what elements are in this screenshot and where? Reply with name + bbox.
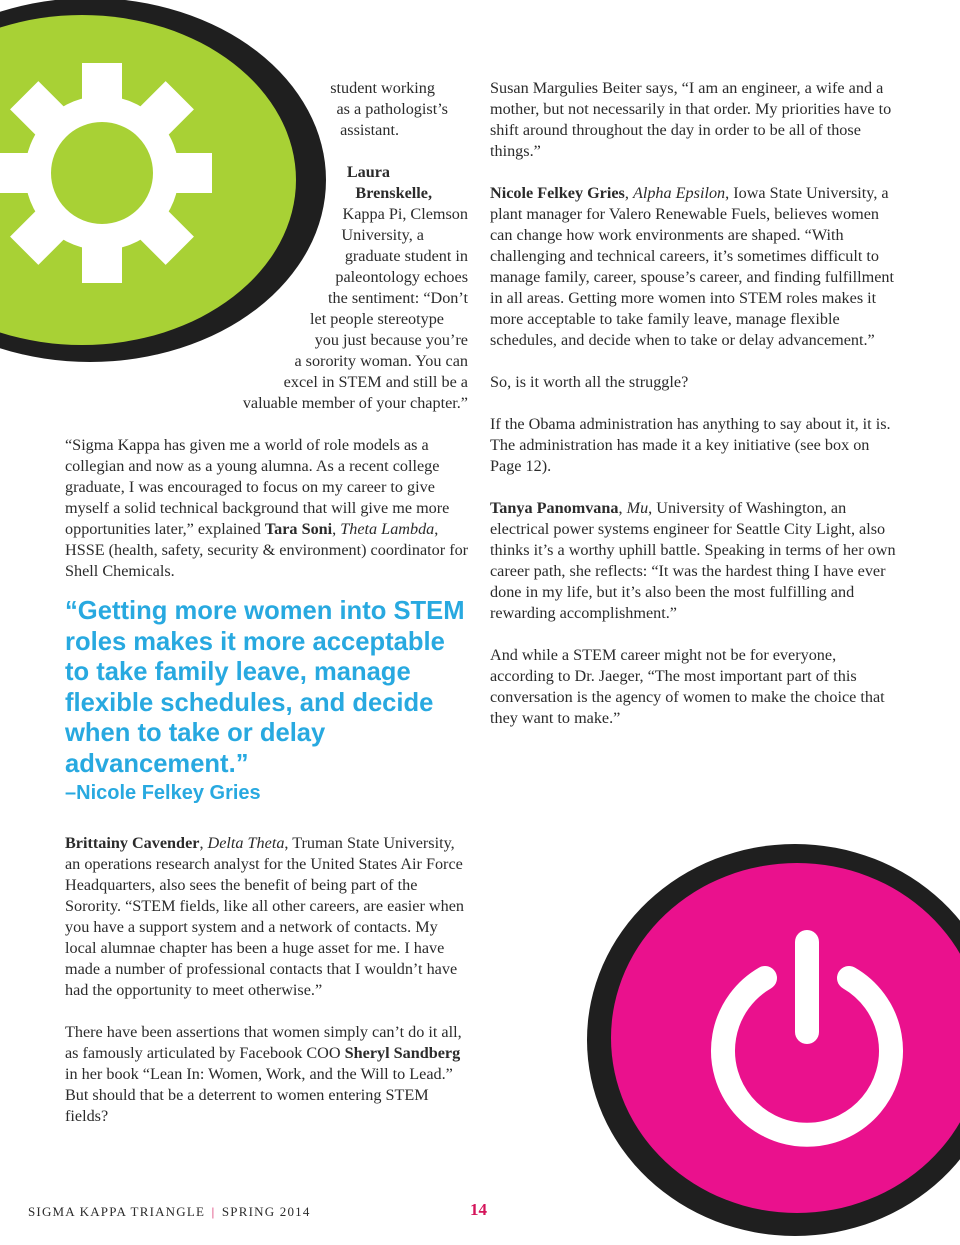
paragraph-struggle: So, is it worth all the struggle? [490, 373, 689, 391]
paragraph-cavender: Brittainy Cavender, Delta Theta, Truman State University, an operations research analyst for the United States Air Force Headquarters, also sees the benefit of being part of the Sorority. “STEM fields, like all other careers, are easier when you have a support system and a network of contacts. My local alumnae chapter has been a huge asset for me. I have made a number of professional contacts that I wouldn’t have had the opportunity to meet otherwise.” [65, 834, 464, 999]
paragraph-sandberg [65, 1022, 470, 1127]
name-sheryl-sandberg: Sheryl Sandberg [344, 1044, 461, 1062]
text-line: valuable member of your chapter.” [242, 394, 468, 412]
text-line: graduate student in [344, 247, 468, 265]
chapter-delta-theta: Delta Theta [207, 834, 285, 852]
text-span: in her book “Lean In: Women, Work, and the Will to Lead.” But should that be a deterrent to women entering STEM fields? [65, 1065, 453, 1125]
text-span: There have been assertions that women simply can’t do it all, as famously articulated by Facebook COO [65, 1023, 462, 1062]
power-circle-graphic [585, 840, 960, 1240]
paragraph-gries: Nicole Felkey Gries, Alpha Epsilon, Iowa State University, a plant manager for Valero Renewable Fuels, believes women can change how work environments are shaped. “With challenging and technical careers, it’s sometimes difficult to manage family, career, spouse’s career, and finding fulfillment in all areas. Getting more women into STEM roles makes it more acceptable to take family leave, manage flexible schedules, and decide when to take or delay advancement.” [490, 184, 894, 349]
text-line: the sentiment: “Don’t [328, 289, 468, 307]
paragraph-panomvana: Tanya Panomvana, Mu, University of Washington, an electrical power systems engineer for Seattle City Light, also thinks it’s a worthy uphill battle. Speaking in terms of her own career path, she reflects: “It was the hardest thing I have ever done in my life, but it’s also been the most fulfilling and rewarding accomplishment.” [490, 499, 896, 622]
right-column [490, 78, 902, 729]
text-line: you just because you’re [314, 331, 468, 349]
name-laura: Laura [346, 163, 390, 181]
name-brittainy-cavender: Brittainy Cavender [65, 834, 200, 852]
name-brenskelle: Brenskelle, [355, 184, 432, 202]
footer-issue: SPRING 2014 [221, 1204, 311, 1219]
name-nicole-felkey-gries: Nicole Felkey Gries [490, 184, 625, 202]
chapter-mu: Mu [626, 499, 649, 517]
pull-quote [65, 596, 475, 806]
text-line: as a pathologist’s [336, 100, 448, 118]
footer [28, 1204, 311, 1220]
text-span: , University of Washington, an electrical power systems engineer for Seattle City Light, also thinks it’s a worthy uphill battle. Speaking in terms of her own career path, she reflects: “It was the hardest thing I have ever done in my life, but it’s also been the most fulfilling and rewarding accomplishment.” [490, 499, 896, 622]
paragraph-jaeger: And while a STEM career might not be for everyone, according to Dr. Jaeger, “The most important part of this conversation is the agency of women to make the choice that they want to make.” [490, 646, 885, 727]
name-tanya-panomvana: Tanya Panomvana [490, 499, 619, 517]
pull-quote-text: “Getting more women into STEM roles makes it more acceptable to take family leave, manage flexible schedules, and decide when to take or delay advancement.” [65, 597, 465, 778]
footer-publication: SIGMA KAPPA TRIANGLE [28, 1204, 206, 1219]
footer-separator: | [211, 1204, 216, 1219]
text-line: Kappa Pi, Clemson [342, 205, 468, 223]
chapter-theta-lambda: Theta Lambda [340, 520, 435, 538]
paragraph-soni: “Sigma Kappa has given me a world of role models as a collegian and now as a young alumna. As a recent college graduate, I was encouraged to focus on my career to give myself a solid technical background that will give me more opportunities later,” explained Tara Soni, Theta Lambda, HSSE (health, safety, security & environment) coordinator for Shell Chemicals. [65, 436, 469, 580]
text-line: paleontology echoes [335, 268, 468, 286]
text-line [140, 141, 468, 162]
text-span: , Iowa State University, a plant manager for Valero Renewable Fuels, believes women can change how work environments are shaped. “With challenging and technical careers, it’s sometimes difficult to manage family, career, spouse’s career, and finding fulfillment in all areas. Getting more women into STEM roles makes it more acceptable to take family leave, manage flexible schedules, and decide when to take or delay advancement.” [490, 184, 894, 349]
text-line: excel in STEM and still be a [283, 373, 468, 391]
wrapped-text-brenskelle [140, 78, 468, 414]
chapter-alpha-epsilon: Alpha Epsilon [632, 184, 726, 202]
text-span: , Truman State University, an operations research analyst for the United States Air Force Headquarters, also sees the benefit of being part of the Sorority. “STEM fields, like all other careers, are easier when you have a support system and a network of contacts. My local alumnae chapter has been a huge asset for me. I have made a number of professional contacts that I wouldn’t have had the opportunity to meet otherwise.” [65, 834, 464, 999]
paragraph-beiter: Susan Margulies Beiter says, “I am an engineer, a wife and a mother, but not necessarily in that order. My priorities have to shift around throughout the day in order to be all of those things.” [490, 79, 892, 160]
text-line: University, a [341, 226, 424, 244]
text-line: a sorority woman. You can [294, 352, 468, 370]
text-line: let people stereotype [310, 310, 444, 328]
name-tara-soni: Tara Soni [264, 520, 333, 538]
page-number: 14 [470, 1200, 487, 1219]
paragraphs-lower-left [65, 833, 470, 1127]
text-line: student working [330, 79, 435, 97]
text-line: assistant. [340, 121, 399, 139]
text-span: “Sigma Kappa has given me a world of role models as a collegian and now as a young alumna. As a recent college graduate, I was encouraged to focus on my career to give myself a solid technical background that will give me more opportunities later,” explained [65, 436, 450, 538]
paragraph-obama: If the Obama administration has anything to say about it, it is. The administration has made it a key initiative (see box on Page 12). [490, 415, 891, 475]
text-span: , HSSE (health, safety, security & environment) coordinator for Shell Chemicals. [65, 520, 469, 580]
pull-quote-attribution: –Nicole Felkey Gries [65, 781, 261, 804]
